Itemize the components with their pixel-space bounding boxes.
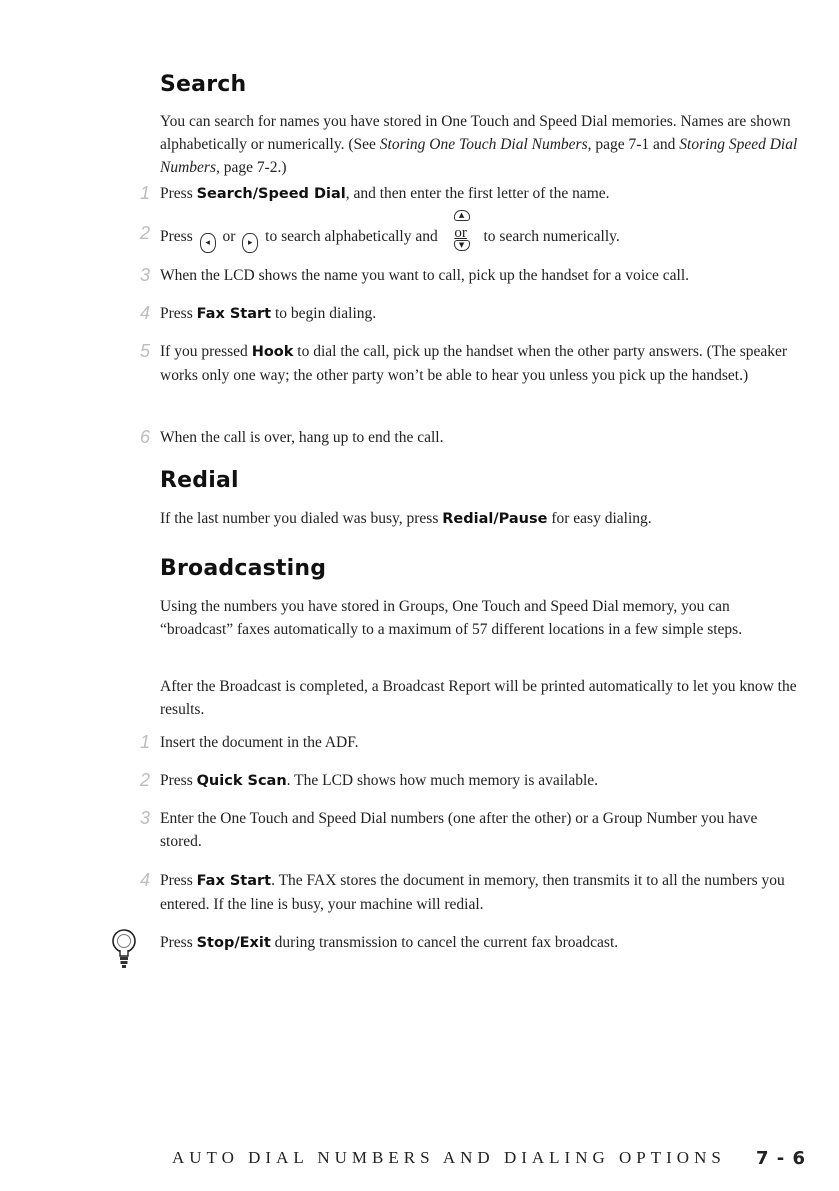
redial-text: If the last number you dialed was busy, press Redial/Pause for easy dialing. <box>160 510 652 527</box>
key-fax-start: Fax Start <box>196 306 272 322</box>
key-search-speed-dial: Search/Speed Dial <box>196 186 346 202</box>
broadcasting-para-2: After the Broadcast is completed, a Broadcast Report will be printed automatically to let you know the results. <box>160 678 797 718</box>
left-arrow-key-icon: ◂ <box>200 233 216 253</box>
footer-title: AUTO DIAL NUMBERS AND DIALING OPTIONS <box>172 1148 726 1167</box>
up-down-key-icon: ▲ or ▼ <box>446 222 476 245</box>
step-number: 4 <box>139 303 150 323</box>
broadcasting-step-4: 4 Press Fax Start. The FAX stores the document in memory, then transmits it to all the numbers you entered. If the line is busy, your machine will redial. <box>160 869 800 916</box>
step-number: 6 <box>139 427 150 447</box>
search-heading: Search <box>160 72 247 97</box>
key-stop-exit: Stop/Exit <box>196 935 271 951</box>
broadcasting-step-3: 3 Enter the One Touch and Speed Dial numbers (one after the other) or a Group Number you have stored. <box>160 807 800 853</box>
search-step-2: 2 Press ◂ or ▸ to search alphabetically and ▲ or ▼ to search numerically. <box>160 222 800 253</box>
broadcasting-step-1: 1 Insert the document in the ADF. <box>160 731 800 754</box>
key-hook: Hook <box>251 344 294 360</box>
search-step-6: 6 When the call is over, hang up to end the call. <box>160 426 800 449</box>
step-number: 4 <box>139 870 150 890</box>
key-fax-start: Fax Start <box>196 873 272 889</box>
step-number: 2 <box>139 223 150 243</box>
step-number: 1 <box>139 183 150 203</box>
lightbulb-icon <box>110 928 138 970</box>
key-redial-pause: Redial/Pause <box>442 511 548 527</box>
page-number: 7 - 6 <box>756 1148 807 1169</box>
search-step-5: 5 If you pressed Hook to dial the call, pick up the handset when the other party answers. (The speaker works only one way; the other party won’t be able to hear you unless you pick up the handset.) <box>160 340 800 387</box>
key-quick-scan: Quick Scan <box>196 773 287 789</box>
broadcasting-step-2: 2 Press Quick Scan. The LCD shows how much memory is available. <box>160 769 800 793</box>
search-step-3: 3 When the LCD shows the name you want to call, pick up the handset for a voice call. <box>160 264 800 287</box>
step-number: 3 <box>139 808 150 828</box>
step-number: 3 <box>139 265 150 285</box>
search-intro: You can search for names you have stored in One Touch and Speed Dial memories. Names are shown alphabetically or numerically. (See Storing One Touch Dial Numbers, page 7-1 and Storing Speed Dial Numbers, page 7-2.) <box>160 113 798 176</box>
redial-heading: Redial <box>160 468 239 493</box>
search-step-1: 1 Press Search/Speed Dial, and then enter the first letter of the name. <box>160 182 800 206</box>
broadcasting-heading: Broadcasting <box>160 556 327 581</box>
step-number: 1 <box>139 732 150 752</box>
step-number: 2 <box>139 770 150 790</box>
right-arrow-key-icon: ▸ <box>242 233 258 253</box>
broadcasting-tip: Press Stop/Exit during transmission to cancel the current fax broadcast. <box>160 934 619 951</box>
step-number: 5 <box>139 341 150 361</box>
broadcasting-para-1: Using the numbers you have stored in Groups, One Touch and Speed Dial memory, you can “broadcast” faxes automatically to a maximum of 57 different locations in a few simple steps. <box>160 598 743 638</box>
search-step-4: 4 Press Fax Start to begin dialing. <box>160 302 800 326</box>
